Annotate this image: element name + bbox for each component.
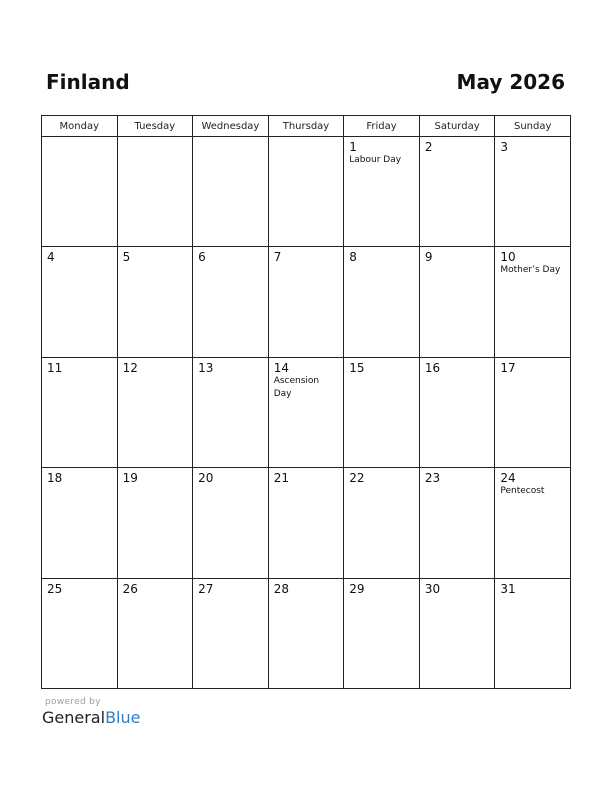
day-cell (42, 468, 118, 578)
day-number: 31 (500, 581, 516, 596)
day-cell (117, 578, 193, 688)
weekday-header: Saturday (419, 116, 495, 137)
empty-day-cell (268, 137, 344, 247)
day-number: 11 (47, 360, 63, 375)
weekday-header: Sunday (495, 116, 571, 137)
day-cell (344, 137, 420, 247)
day-cell (117, 247, 193, 357)
powered-by-text: powered by (45, 697, 101, 707)
day-number: 8 (349, 250, 357, 265)
day-cell (268, 357, 344, 467)
day-number: 19 (122, 471, 138, 486)
day-number: 14 (273, 360, 289, 375)
day-number: 21 (273, 471, 289, 486)
day-cell (268, 468, 344, 578)
day-cell (419, 357, 495, 467)
day-cell (42, 578, 118, 688)
holiday-label: Labour Day (349, 155, 402, 165)
day-cell (419, 468, 495, 578)
week-row (42, 357, 571, 467)
day-cell (42, 357, 118, 467)
day-number: 9 (424, 250, 433, 265)
brand-logo (42, 708, 140, 727)
weekday-header: Thursday (268, 116, 344, 137)
weekday-header: Friday (344, 116, 420, 137)
day-number: 3 (500, 140, 509, 154)
empty-day-cell (42, 137, 118, 247)
week-row (42, 578, 571, 688)
day-cell (419, 137, 495, 247)
day-number: 5 (122, 250, 131, 265)
weekday-header: Wednesday (193, 116, 269, 137)
day-cell (268, 247, 344, 357)
calendar-grid (41, 115, 571, 689)
week-row (42, 137, 571, 247)
day-cell (193, 578, 269, 688)
day-number: 20 (198, 471, 214, 486)
day-cell (193, 247, 269, 357)
day-number: 12 (122, 360, 138, 375)
day-number: 23 (424, 471, 441, 486)
day-number: 16 (424, 360, 441, 375)
day-number: 18 (47, 471, 63, 486)
day-number: 29 (349, 581, 365, 596)
brand-name-blue: Blue (105, 708, 141, 727)
day-cell (495, 357, 571, 467)
day-cell (495, 468, 571, 578)
footer-branding (42, 697, 140, 727)
day-number: 13 (198, 360, 214, 375)
day-number: 10 (500, 250, 516, 265)
week-row (42, 247, 571, 357)
weekday-header: Tuesday (117, 116, 193, 137)
day-cell (495, 247, 571, 357)
holiday-label: Ascension Day (273, 375, 320, 399)
day-number: 28 (273, 581, 289, 596)
day-number: 30 (424, 581, 441, 596)
day-cell (419, 247, 495, 357)
day-number: 1 (349, 140, 357, 154)
day-number: 17 (500, 360, 516, 375)
day-cell (117, 468, 193, 578)
holiday-label: Mother’s Day (500, 265, 561, 276)
day-number: 27 (198, 581, 214, 596)
weekday-header-row (42, 116, 571, 137)
day-number: 6 (198, 250, 206, 265)
week-row (42, 468, 571, 578)
day-number: 25 (47, 581, 63, 596)
day-cell (268, 578, 344, 688)
holiday-label: Pentecost (500, 486, 545, 497)
empty-day-cell (193, 137, 269, 247)
brand-name-general: General (42, 708, 106, 727)
day-number: 15 (349, 360, 365, 375)
day-number: 24 (500, 471, 516, 486)
day-number: 7 (273, 250, 282, 265)
day-cell (193, 468, 269, 578)
empty-day-cell (117, 137, 193, 247)
day-cell (495, 578, 571, 688)
day-cell (419, 578, 495, 688)
day-cell (344, 578, 420, 688)
day-cell (117, 357, 193, 467)
weekday-header: Monday (42, 116, 118, 137)
day-cell (344, 357, 420, 467)
day-cell (193, 357, 269, 467)
day-cell (344, 247, 420, 357)
day-cell (42, 247, 118, 357)
day-number: 2 (424, 140, 433, 154)
month-title: May 2026 (456, 70, 565, 94)
day-cell (344, 468, 420, 578)
day-number: 22 (349, 471, 365, 486)
day-number: 26 (122, 581, 138, 596)
country-title: Finland (46, 70, 130, 94)
day-number: 4 (47, 250, 55, 265)
day-cell (495, 137, 571, 247)
